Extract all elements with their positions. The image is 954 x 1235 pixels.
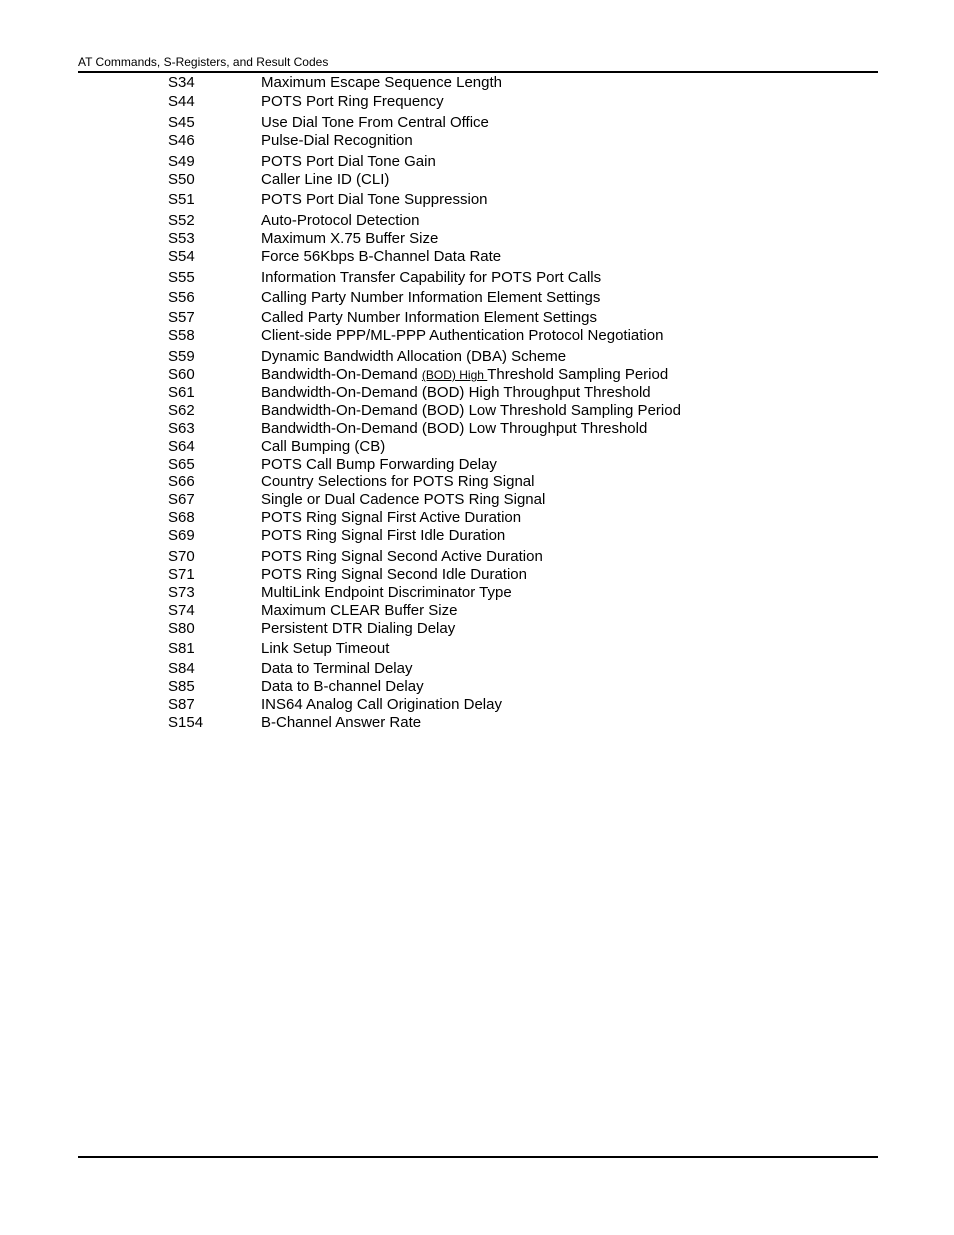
register-code: S61 <box>168 384 195 401</box>
list-item <box>0 566 954 584</box>
register-code: S71 <box>168 566 195 583</box>
register-code: S84 <box>168 660 195 677</box>
register-code: S57 <box>168 309 195 326</box>
list-item <box>0 348 954 366</box>
list-item <box>0 438 954 456</box>
register-description: Called Party Number Information Element Settings <box>261 309 597 326</box>
list-item <box>0 230 954 248</box>
register-code: S65 <box>168 456 195 473</box>
list-item <box>0 309 954 327</box>
register-description: Auto-Protocol Detection <box>261 212 420 229</box>
register-description: Calling Party Number Information Element Settings <box>261 289 601 306</box>
register-description: POTS Port Ring Frequency <box>261 93 444 110</box>
register-description: Bandwidth-On-Demand (BOD) High Throughput Threshold <box>261 384 651 401</box>
register-code: S63 <box>168 420 195 437</box>
register-code: S74 <box>168 602 195 619</box>
register-description: Bandwidth-On-Demand (BOD) Low Threshold Sampling Period <box>261 402 681 419</box>
register-code: S73 <box>168 584 195 601</box>
register-code: S68 <box>168 509 195 526</box>
list-item <box>0 248 954 266</box>
list-item <box>0 473 954 491</box>
register-description: Maximum X.75 Buffer Size <box>261 230 439 247</box>
list-item <box>0 584 954 602</box>
list-item <box>0 660 954 678</box>
register-code: S87 <box>168 696 195 713</box>
register-code: S54 <box>168 248 195 265</box>
list-item <box>0 678 954 696</box>
register-description: POTS Ring Signal First Active Duration <box>261 509 522 526</box>
list-item <box>0 327 954 345</box>
register-code: S49 <box>168 153 195 170</box>
list-item <box>0 402 954 420</box>
register-code: S62 <box>168 402 195 419</box>
list-item <box>0 620 954 638</box>
register-description: POTS Ring Signal Second Idle Duration <box>261 566 527 583</box>
list-item <box>0 289 954 307</box>
register-description: POTS Ring Signal Second Active Duration <box>261 548 543 565</box>
list-item <box>0 212 954 230</box>
register-description: Data to Terminal Delay <box>261 660 413 677</box>
description-part: Bandwidth-On-Demand <box>261 366 422 383</box>
register-description: Single or Dual Cadence POTS Ring Signal <box>261 491 546 508</box>
register-description: Pulse-Dial Recognition <box>261 132 413 149</box>
list-item <box>0 420 954 438</box>
register-description: POTS Ring Signal First Idle Duration <box>261 527 506 544</box>
register-code: S85 <box>168 678 195 695</box>
register-code: S45 <box>168 114 195 131</box>
register-description: POTS Call Bump Forwarding Delay <box>261 456 497 473</box>
register-code: S58 <box>168 327 195 344</box>
register-description: Persistent DTR Dialing Delay <box>261 620 456 637</box>
register-code: S64 <box>168 438 195 455</box>
revision-marked-text: (BOD) High <box>421 368 488 382</box>
register-code: S69 <box>168 527 195 544</box>
register-code: S55 <box>168 269 195 286</box>
register-code: S67 <box>168 491 195 508</box>
register-description: Link Setup Timeout <box>261 640 390 657</box>
footer-rule <box>78 1156 878 1158</box>
register-description: Maximum Escape Sequence Length <box>261 74 502 91</box>
register-description: B-Channel Answer Rate <box>261 714 422 731</box>
list-item <box>0 171 954 189</box>
register-code: S59 <box>168 348 195 365</box>
register-code: S34 <box>168 74 195 91</box>
list-item <box>0 74 954 92</box>
list-item <box>0 491 954 509</box>
register-description: Data to B-channel Delay <box>261 678 424 695</box>
list-item <box>0 602 954 620</box>
register-description: Call Bumping (CB) <box>261 438 386 455</box>
list-item <box>0 153 954 171</box>
list-item <box>0 640 954 658</box>
register-description: Maximum CLEAR Buffer Size <box>261 602 458 619</box>
list-item <box>0 191 954 209</box>
list-item <box>0 527 954 545</box>
register-description: Force 56Kbps B-Channel Data Rate <box>261 248 502 265</box>
register-description: INS64 Analog Call Origination Delay <box>261 696 502 713</box>
register-description: Dynamic Bandwidth Allocation (DBA) Scheme <box>261 348 567 365</box>
list-item <box>0 132 954 150</box>
register-code: S70 <box>168 548 195 565</box>
list-item <box>0 269 954 287</box>
register-description: POTS Port Dial Tone Gain <box>261 153 436 170</box>
register-description: Client-side PPP/ML-PPP Authentication Protocol Negotiation <box>261 327 664 344</box>
register-code: S53 <box>168 230 195 247</box>
register-code: S154 <box>168 714 204 731</box>
register-code: S51 <box>168 191 195 208</box>
register-description: Use Dial Tone From Central Office <box>261 114 489 131</box>
register-code: S81 <box>168 640 195 657</box>
register-code: S44 <box>168 93 195 110</box>
list-item <box>0 93 954 111</box>
list-item <box>0 509 954 527</box>
list-item <box>0 714 954 732</box>
register-code: S66 <box>168 473 195 490</box>
page-header: AT Commands, S-Registers, and Result Codes <box>78 55 329 69</box>
description-part: Threshold Sampling Period <box>487 366 669 383</box>
list-item <box>0 114 954 132</box>
list-item <box>0 548 954 566</box>
register-description: MultiLink Endpoint Discriminator Type <box>261 584 512 601</box>
register-description: Information Transfer Capability for POTS Port Calls <box>261 269 602 286</box>
list-item <box>0 696 954 714</box>
register-description: Country Selections for POTS Ring Signal <box>261 473 535 490</box>
register-code: S80 <box>168 620 195 637</box>
register-code: S60 <box>168 366 195 383</box>
register-code: S56 <box>168 289 195 306</box>
register-description: Caller Line ID (CLI) <box>261 171 390 188</box>
list-item <box>0 456 954 474</box>
list-item <box>0 366 954 384</box>
list-item <box>0 384 954 402</box>
register-description <box>261 366 668 384</box>
register-description: Bandwidth-On-Demand (BOD) Low Throughput Threshold <box>261 420 648 437</box>
register-code: S52 <box>168 212 195 229</box>
register-description: POTS Port Dial Tone Suppression <box>261 191 488 208</box>
register-code: S46 <box>168 132 195 149</box>
register-code: S50 <box>168 171 195 188</box>
